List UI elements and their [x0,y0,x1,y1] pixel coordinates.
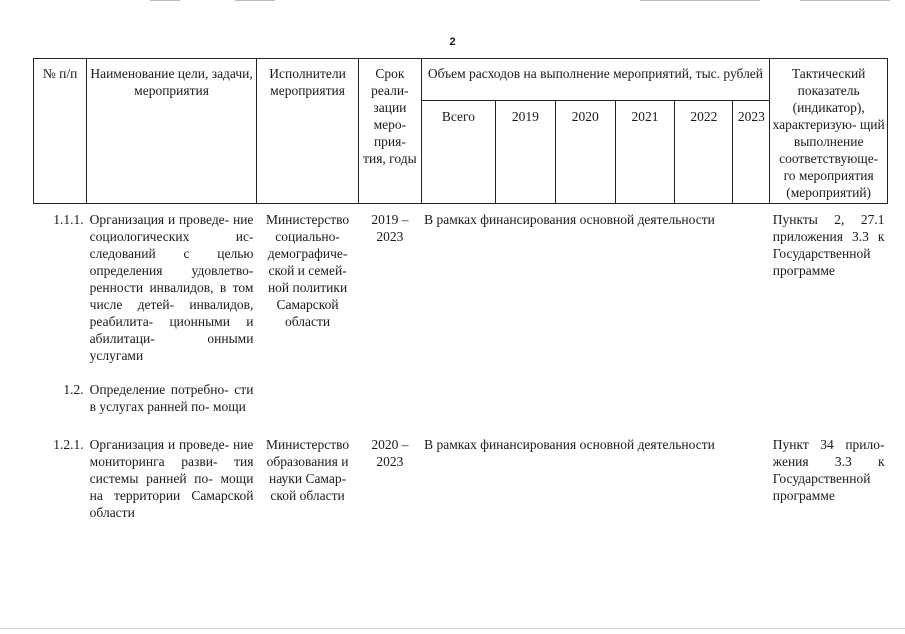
row-indicator: Пункт 34 прило- жения 3.3 к Государственной программе [772,437,885,503]
row-executors: Министерство социально- демографиче- ской и семей- ной политики Самарской области [265,212,350,329]
row-expense [421,364,770,415]
row-term [359,364,421,415]
scan-edge-line [0,628,905,629]
header-executors: Исполнители мероприятия [256,59,358,204]
header-expense: Объем расходов на выполнение мероприятий, тыс. рублей [421,59,770,101]
row-indicator: Пункты 2, 27.1 приложения 3.3 к Государственной программе [772,212,885,278]
header-num: № п/п [34,59,87,204]
header-year-2022: 2022 [675,101,733,204]
row-num: 1.2. [63,382,84,397]
row-indicator [770,364,888,415]
row-name: Определение потребно- сти в услугах ранней по- мощи [89,382,254,414]
row-term: 2019 – 2023 [371,212,409,244]
header-year-2020: 2020 [555,101,615,204]
page-number: 2 [449,36,456,48]
row-name: Организация и проведе- ние мониторинга разви- тия системы ранней по- мощи на территории Самарской области [89,437,254,520]
row-expense: В рамках финансирования основной деятельности [424,212,715,227]
row-num: 1.2.1. [53,437,84,452]
header-indicator: Тактический показатель (индикатор), характеризую- щий выполнение соответствующе- го мероприятия (мероприятий) [770,59,888,204]
row-executors [256,364,358,415]
row-expense: В рамках финансирования основной деятельности [424,437,715,452]
header-term: Срок реали- зации меро- прия- тия, годы [359,59,421,204]
row-executors: Министерство образования и науки Самар- ской области [265,437,350,503]
table-row [34,364,888,415]
header-total: Всего [421,101,496,204]
table-header-row [34,59,888,101]
scan-artifact-top [0,0,905,2]
row-num: 1.1.1. [53,212,84,227]
row-name: Организация и проведе- ние социологических ис- следований с целью определения удовлетво- ренности инвалидов, в том числе детей- инвалидов, реабилита- ционными и абилитаци- онными услугами [89,212,254,363]
table-row [34,204,888,365]
header-year-2023: 2023 [733,101,770,204]
header-year-2021: 2021 [615,101,674,204]
table-row [34,415,888,521]
header-name: Наименование цели, задачи, мероприятия [87,59,257,204]
header-year-2019: 2019 [496,101,555,204]
row-term: 2020 – 2023 [371,437,409,469]
activities-table [33,58,888,521]
